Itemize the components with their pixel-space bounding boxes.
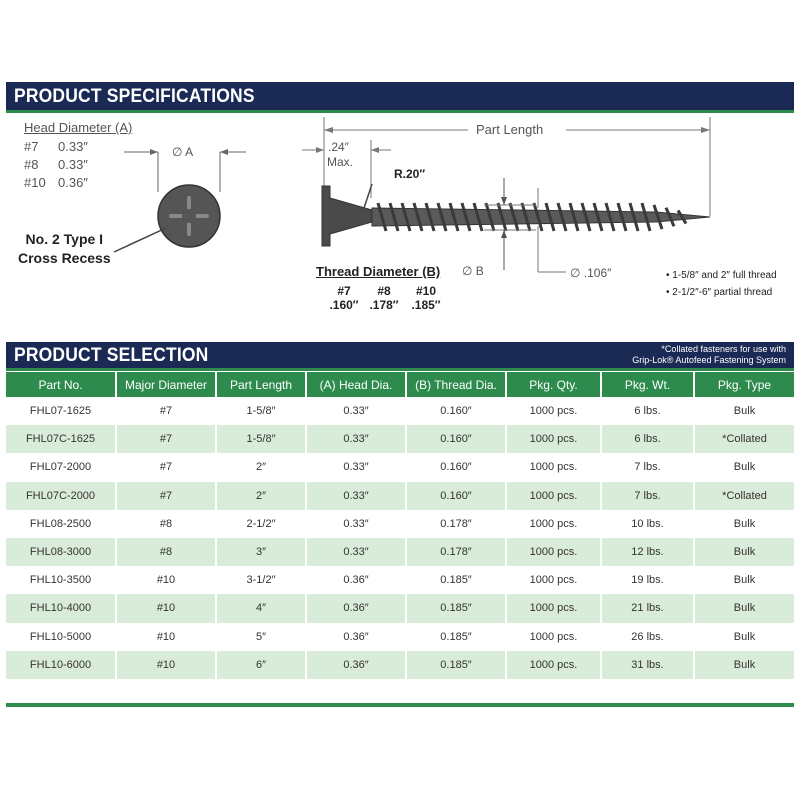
spec-header-bar	[6, 82, 794, 113]
col-header: (B) Thread Dia.	[406, 372, 506, 397]
thread-col	[364, 284, 404, 312]
thread-value: .160″	[329, 298, 359, 312]
max-head-value: .24″	[328, 140, 349, 154]
table-cell: 0.33″	[306, 425, 406, 453]
table-cell: 1000 pcs.	[506, 651, 601, 679]
collated-note-line: Grip-Lok® Autofeed Fastening System	[632, 355, 786, 365]
table-cell: 0.36″	[306, 623, 406, 651]
table-cell: 6 lbs.	[601, 397, 694, 425]
head-diameter-title: Head Diameter (A)	[24, 120, 133, 135]
col-header: (A) Head Dia.	[306, 372, 406, 397]
table-cell: #10	[116, 566, 216, 594]
table-cell: Bulk	[733, 405, 756, 418]
dim-b-label: ∅ B	[462, 264, 484, 278]
thread-value: .185″	[411, 298, 441, 312]
table-cell: 1-5/8″	[216, 397, 306, 425]
screw-head-profile	[322, 186, 372, 246]
part-length-label: Part Length	[476, 122, 544, 137]
table-cell: 12 lbs.	[601, 538, 694, 566]
head-size: #8	[24, 157, 39, 172]
table-cell: 0.185″	[406, 651, 506, 679]
shank-label: ∅ .106″	[570, 266, 612, 280]
table-cell: FHL08-3000	[6, 538, 116, 566]
table-cell: 3″	[216, 538, 306, 566]
radius-label: R.20″	[394, 167, 426, 181]
table-cell: Bulk	[733, 517, 756, 530]
thread-diameter-title: Thread Diameter (B)	[316, 264, 441, 279]
table-cell: FHL07C-2000	[6, 482, 116, 510]
col-header: Pkg. Wt.	[601, 372, 694, 397]
recess-label-line: No. 2 Type I	[25, 231, 104, 247]
table-cell: 0.160″	[406, 482, 506, 510]
table-cell: FHL07-1625	[6, 397, 116, 425]
table-cell: 4″	[216, 594, 306, 622]
thread-size: #8	[377, 284, 391, 298]
table-cell: #8	[116, 510, 216, 538]
head-size: #10	[24, 175, 46, 190]
col-header: Part Length	[216, 372, 306, 397]
thread-size: #10	[415, 284, 437, 298]
head-value: 0.33″	[58, 139, 88, 154]
max-head-label: Max.	[327, 155, 354, 169]
table-cell: Bulk	[733, 574, 756, 587]
table-cell: #7	[116, 482, 216, 510]
table-cell: 0.178″	[406, 538, 506, 566]
table-cell: 0.185″	[406, 594, 506, 622]
col-header: Part No.	[6, 372, 116, 397]
table-header-row	[6, 372, 794, 397]
table-cell: 1000 pcs.	[506, 482, 601, 510]
thread-col	[406, 284, 446, 312]
table-row	[6, 453, 794, 481]
table-cell: Bulk	[694, 538, 794, 566]
note-full-thread: • 1-5/8″ and 2″ full thread	[666, 270, 777, 281]
table-cell: 0.36″	[306, 594, 406, 622]
table-cell: 10 lbs.	[601, 510, 694, 538]
table-row	[6, 397, 794, 425]
table-cell: 2″	[216, 453, 306, 481]
table-cell: 1000 pcs.	[506, 397, 601, 425]
table-cell: 0.36″	[306, 566, 406, 594]
table-cell: 0.33″	[306, 538, 406, 566]
table-cell: #7	[116, 453, 216, 481]
table-cell: FHL10-6000	[6, 651, 116, 679]
table-cell: 1-5/8″	[216, 425, 306, 453]
dim-a-label: ∅ A	[172, 145, 194, 159]
table-cell: 0.33″	[306, 482, 406, 510]
table-row	[6, 566, 794, 594]
table-cell: 19 lbs.	[601, 566, 694, 594]
thread-size: #7	[337, 284, 351, 298]
table-cell: Bulk	[733, 461, 756, 474]
table-cell: Bulk	[733, 630, 756, 643]
table-cell: 1000 pcs.	[506, 623, 601, 651]
table-cell: FHL07-2000	[6, 453, 116, 481]
note-partial-thread: • 2-1/2″-6″ partial thread	[666, 287, 773, 298]
collated-note-line: *Collated fasteners for use with	[661, 344, 786, 354]
table-cell: 2″	[216, 482, 306, 510]
col-header: Pkg. Type	[694, 372, 794, 397]
table-cell: 5″	[216, 623, 306, 651]
head-diameter-row	[24, 139, 144, 154]
table-cell: #7	[116, 397, 216, 425]
table-cell: 0.185″	[406, 623, 506, 651]
table-cell: *Collated	[694, 425, 794, 453]
table-cell: 1000 pcs.	[506, 594, 601, 622]
table-cell: 0.33″	[306, 397, 406, 425]
table-row	[6, 482, 794, 510]
table-cell: 0.36″	[306, 651, 406, 679]
head-value: 0.33″	[58, 157, 88, 172]
table-cell: 1000 pcs.	[506, 425, 601, 453]
table-cell: 0.33″	[306, 510, 406, 538]
table-cell: 3-1/2″	[216, 566, 306, 594]
spec-section	[6, 112, 794, 340]
col-header: Pkg. Qty.	[506, 372, 601, 397]
table-cell: 0.160″	[406, 425, 506, 453]
table-cell: #10	[116, 594, 216, 622]
table-row	[6, 425, 794, 453]
collated-note	[632, 344, 786, 366]
table-cell: #10	[116, 623, 216, 651]
table-cell: 7 lbs.	[601, 453, 694, 481]
selection-title: PRODUCT SELECTION	[14, 345, 209, 366]
table-cell: 7 lbs.	[601, 482, 694, 510]
table-cell: *Collated	[694, 482, 794, 510]
table-cell: 0.160″	[406, 453, 506, 481]
footer-rule	[6, 703, 794, 707]
table-cell: 26 lbs.	[601, 623, 694, 651]
table-cell: 2-1/2″	[216, 510, 306, 538]
col-header: Major Diameter	[116, 372, 216, 397]
table-cell: 0.178″	[406, 510, 506, 538]
selection-header-bar	[6, 342, 794, 371]
table-row	[6, 594, 794, 622]
table-cell: 31 lbs.	[601, 651, 694, 679]
table-cell: FHL10-5000	[6, 623, 116, 651]
recess-label	[18, 230, 111, 268]
table-cell: 0.160″	[406, 397, 506, 425]
table-cell: 1000 pcs.	[506, 566, 601, 594]
table-cell: 1000 pcs.	[506, 538, 601, 566]
table-cell: FHL10-3500	[6, 566, 116, 594]
table-cell: 0.185″	[406, 566, 506, 594]
head-diameter-row	[24, 157, 144, 172]
table-cell: Bulk	[694, 594, 794, 622]
table-row	[6, 510, 794, 538]
head-value: 0.36″	[58, 175, 88, 190]
recess-label-line: Cross Recess	[18, 250, 111, 266]
table-cell: 0.33″	[306, 453, 406, 481]
table-row	[6, 651, 794, 679]
table-cell: #10	[116, 651, 216, 679]
spec-title: PRODUCT SPECIFICATIONS	[14, 86, 255, 107]
table-row	[6, 623, 794, 651]
product-table	[6, 372, 794, 679]
table-cell: #8	[116, 538, 216, 566]
thread-col	[324, 284, 364, 312]
recess-leader	[114, 228, 166, 252]
table-cell: #7	[116, 425, 216, 453]
head-size: #7	[24, 139, 39, 154]
thread-value: .178″	[369, 298, 399, 312]
table-cell: Bulk	[694, 651, 794, 679]
table-cell: FHL07C-1625	[6, 425, 116, 453]
table-cell: FHL08-2500	[6, 510, 116, 538]
table-cell: FHL10-4000	[6, 594, 116, 622]
table-cell: 6″	[216, 651, 306, 679]
table-row	[6, 538, 794, 566]
table-cell: 6 lbs.	[601, 425, 694, 453]
table-cell: 1000 pcs.	[506, 453, 601, 481]
table-body	[6, 397, 794, 679]
table-cell: 21 lbs.	[601, 594, 694, 622]
table-cell: 1000 pcs.	[506, 510, 601, 538]
head-diameter-row	[24, 175, 144, 190]
